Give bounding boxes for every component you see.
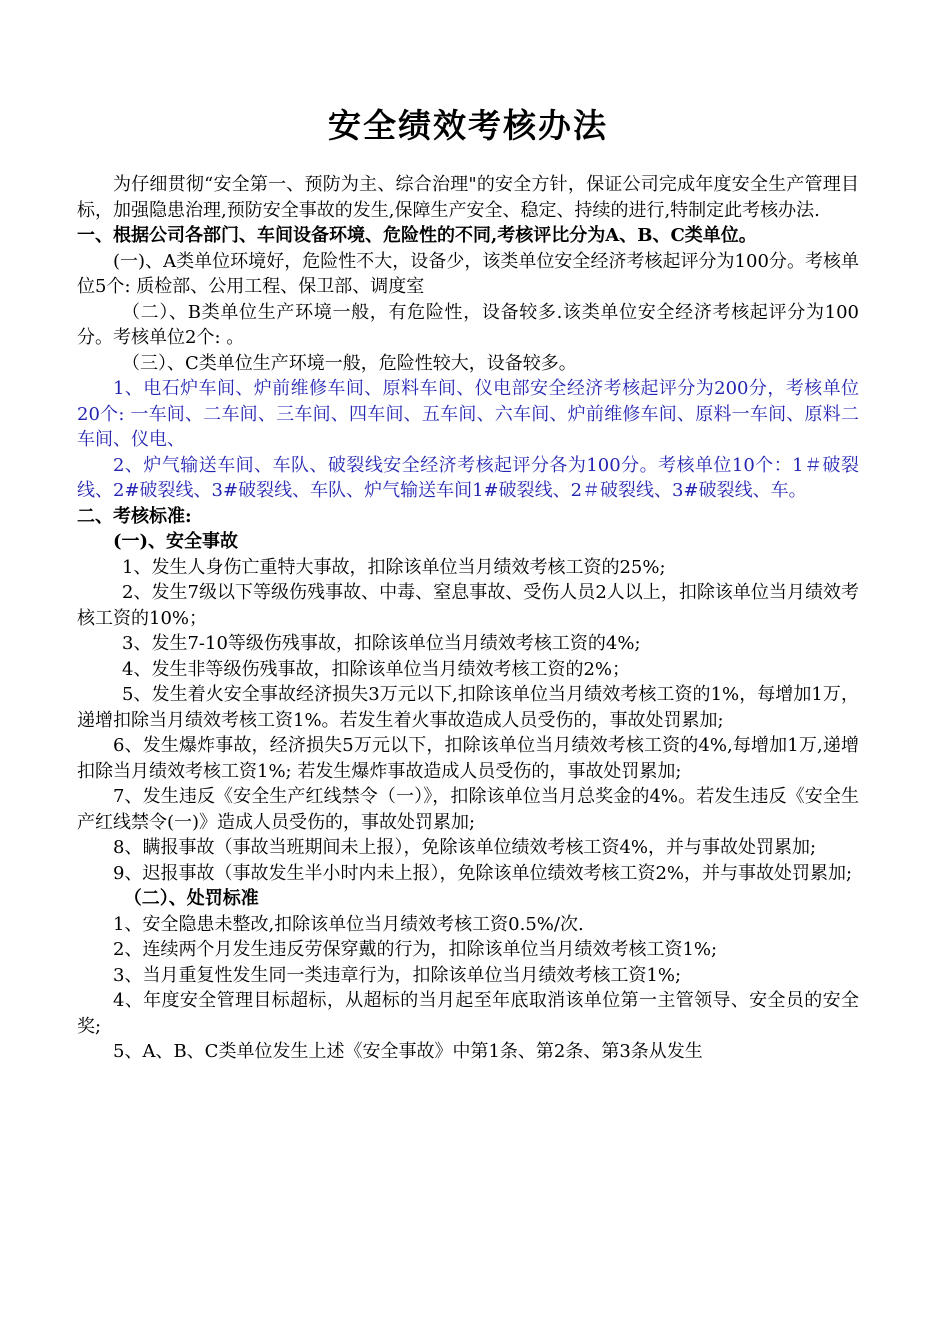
penalty-item: 5、A、B、C类单位发生上述《安全事故》中第1条、第2条、第3条从发生 <box>113 1041 703 1062</box>
accident-item: 5、发生着火安全事故经济损失3万元以下,扣除该单位当月绩效考核工资的1%，每增加1万，递增扣除当月绩效考核工资1%。若发生着火事故造成人员受伤的，事故处罚累加; <box>77 684 859 731</box>
document <box>77 96 859 1065</box>
penalty-item: 2、连续两个月发生违反劳保穿戴的行为，扣除该单位当月绩效考核工资1%; <box>113 939 718 960</box>
subsection-accidents-heading: (一)、安全事故 <box>113 531 239 552</box>
subsection-penalties-heading: （二）、处罚标准 <box>123 888 259 909</box>
accident-item: 4、发生非等级伤残事故，扣除该单位当月绩效考核工资的2%； <box>122 658 631 680</box>
class-b-paragraph: （二）、B类单位生产环境一般，有危险性，设备较多.该类单位安全经济考核起评分为100分。考核单位2个: 。 <box>77 301 859 348</box>
intro-paragraph: 为仔细贯彻“安全第一、预防为主、综合治理"的安全方针，保证公司完成年度安全生产管理目标，加强隐患治理,预防安全事故的发生,保障生产安全、稳定、持续的进行,特制定此考核办法. <box>77 174 859 221</box>
penalty-item: 3、当月重复性发生同一类违章行为，扣除该单位当月绩效考核工资1%; <box>113 964 682 986</box>
accident-item: 2、发生7级以下等级伤残事故、中毒、窒息事故、受伤人员2人以上，扣除该单位当月绩效考核工资的10%； <box>77 582 859 629</box>
penalty-item: 1、安全隐患未整改,扣除该单位当月绩效考核工资0.5%/次. <box>113 913 584 935</box>
accident-item: 9、迟报事故（事故发生半小时内未上报），免除该单位绩效考核工资2%，并与事故处罚累加; <box>113 862 853 884</box>
accident-item: 6、发生爆炸事故，经济损失5万元以下，扣除该单位当月绩效考核工资的4%,每增加1万,递增扣除当月绩效考核工资1%; 若发生爆炸事故造成人员受伤的，事故处罚累加; <box>77 735 859 782</box>
class-c-item-2: 2、炉气输送车间、车队、破裂线安全经济考核起评分各为100分。考核单位10个：1＃破裂线、2#破裂线、3#破裂线、车队、炉气输送车间1#破裂线、2＃破裂线、3#破裂线、车。 <box>77 454 859 501</box>
class-c-paragraph: （三）、C类单位生产环境一般，危险性较大，设备较多。 <box>122 352 577 374</box>
class-c-item-1: 1、电石炉车间、炉前维修车间、原料车间、仪电部安全经济考核起评分为200分，考核单位20个: 一车间、二车间、三车间、四车间、五车间、六车间、炉前维修车间、原料一车间、原料二车间、仪电、 <box>77 378 859 450</box>
accident-item: 8、瞒报事故（事故当班期间未上报），免除该单位绩效考核工资4%，并与事故处罚累加; <box>113 837 817 858</box>
section-2-heading: 二、考核标准: <box>77 505 192 527</box>
accident-item: 1、发生人身伤亡重特大事故，扣除该单位当月绩效考核工资的25%; <box>122 556 666 578</box>
penalty-item: 4、年度安全管理目标超标，从超标的当月起至年底取消该单位第一主管领导、安全员的安全奖; <box>77 990 859 1037</box>
section-1-heading: 一、根据公司各部门、车间设备环境、危险性的不同,考核评比分为A、B、C类单位。 <box>77 225 757 246</box>
accident-item: 3、发生7-10等级伤残事故，扣除该单位当月绩效考核工资的4%; <box>122 633 641 654</box>
class-a-paragraph: (一)、A类单位环境好，危险性不大，设备少，该类单位安全经济考核起评分为100分。考核单位5个: 质检部、公用工程、保卫部、调度室 <box>77 250 859 297</box>
page-title: 安全绩效考核办法 <box>328 106 608 145</box>
accident-item: 7、发生违反《安全生产红线禁令（一）》，扣除该单位当月总奖金的4%。若发生违反《安全生产红线禁令(一)》造成人员受伤的，事故处罚累加; <box>77 786 859 833</box>
